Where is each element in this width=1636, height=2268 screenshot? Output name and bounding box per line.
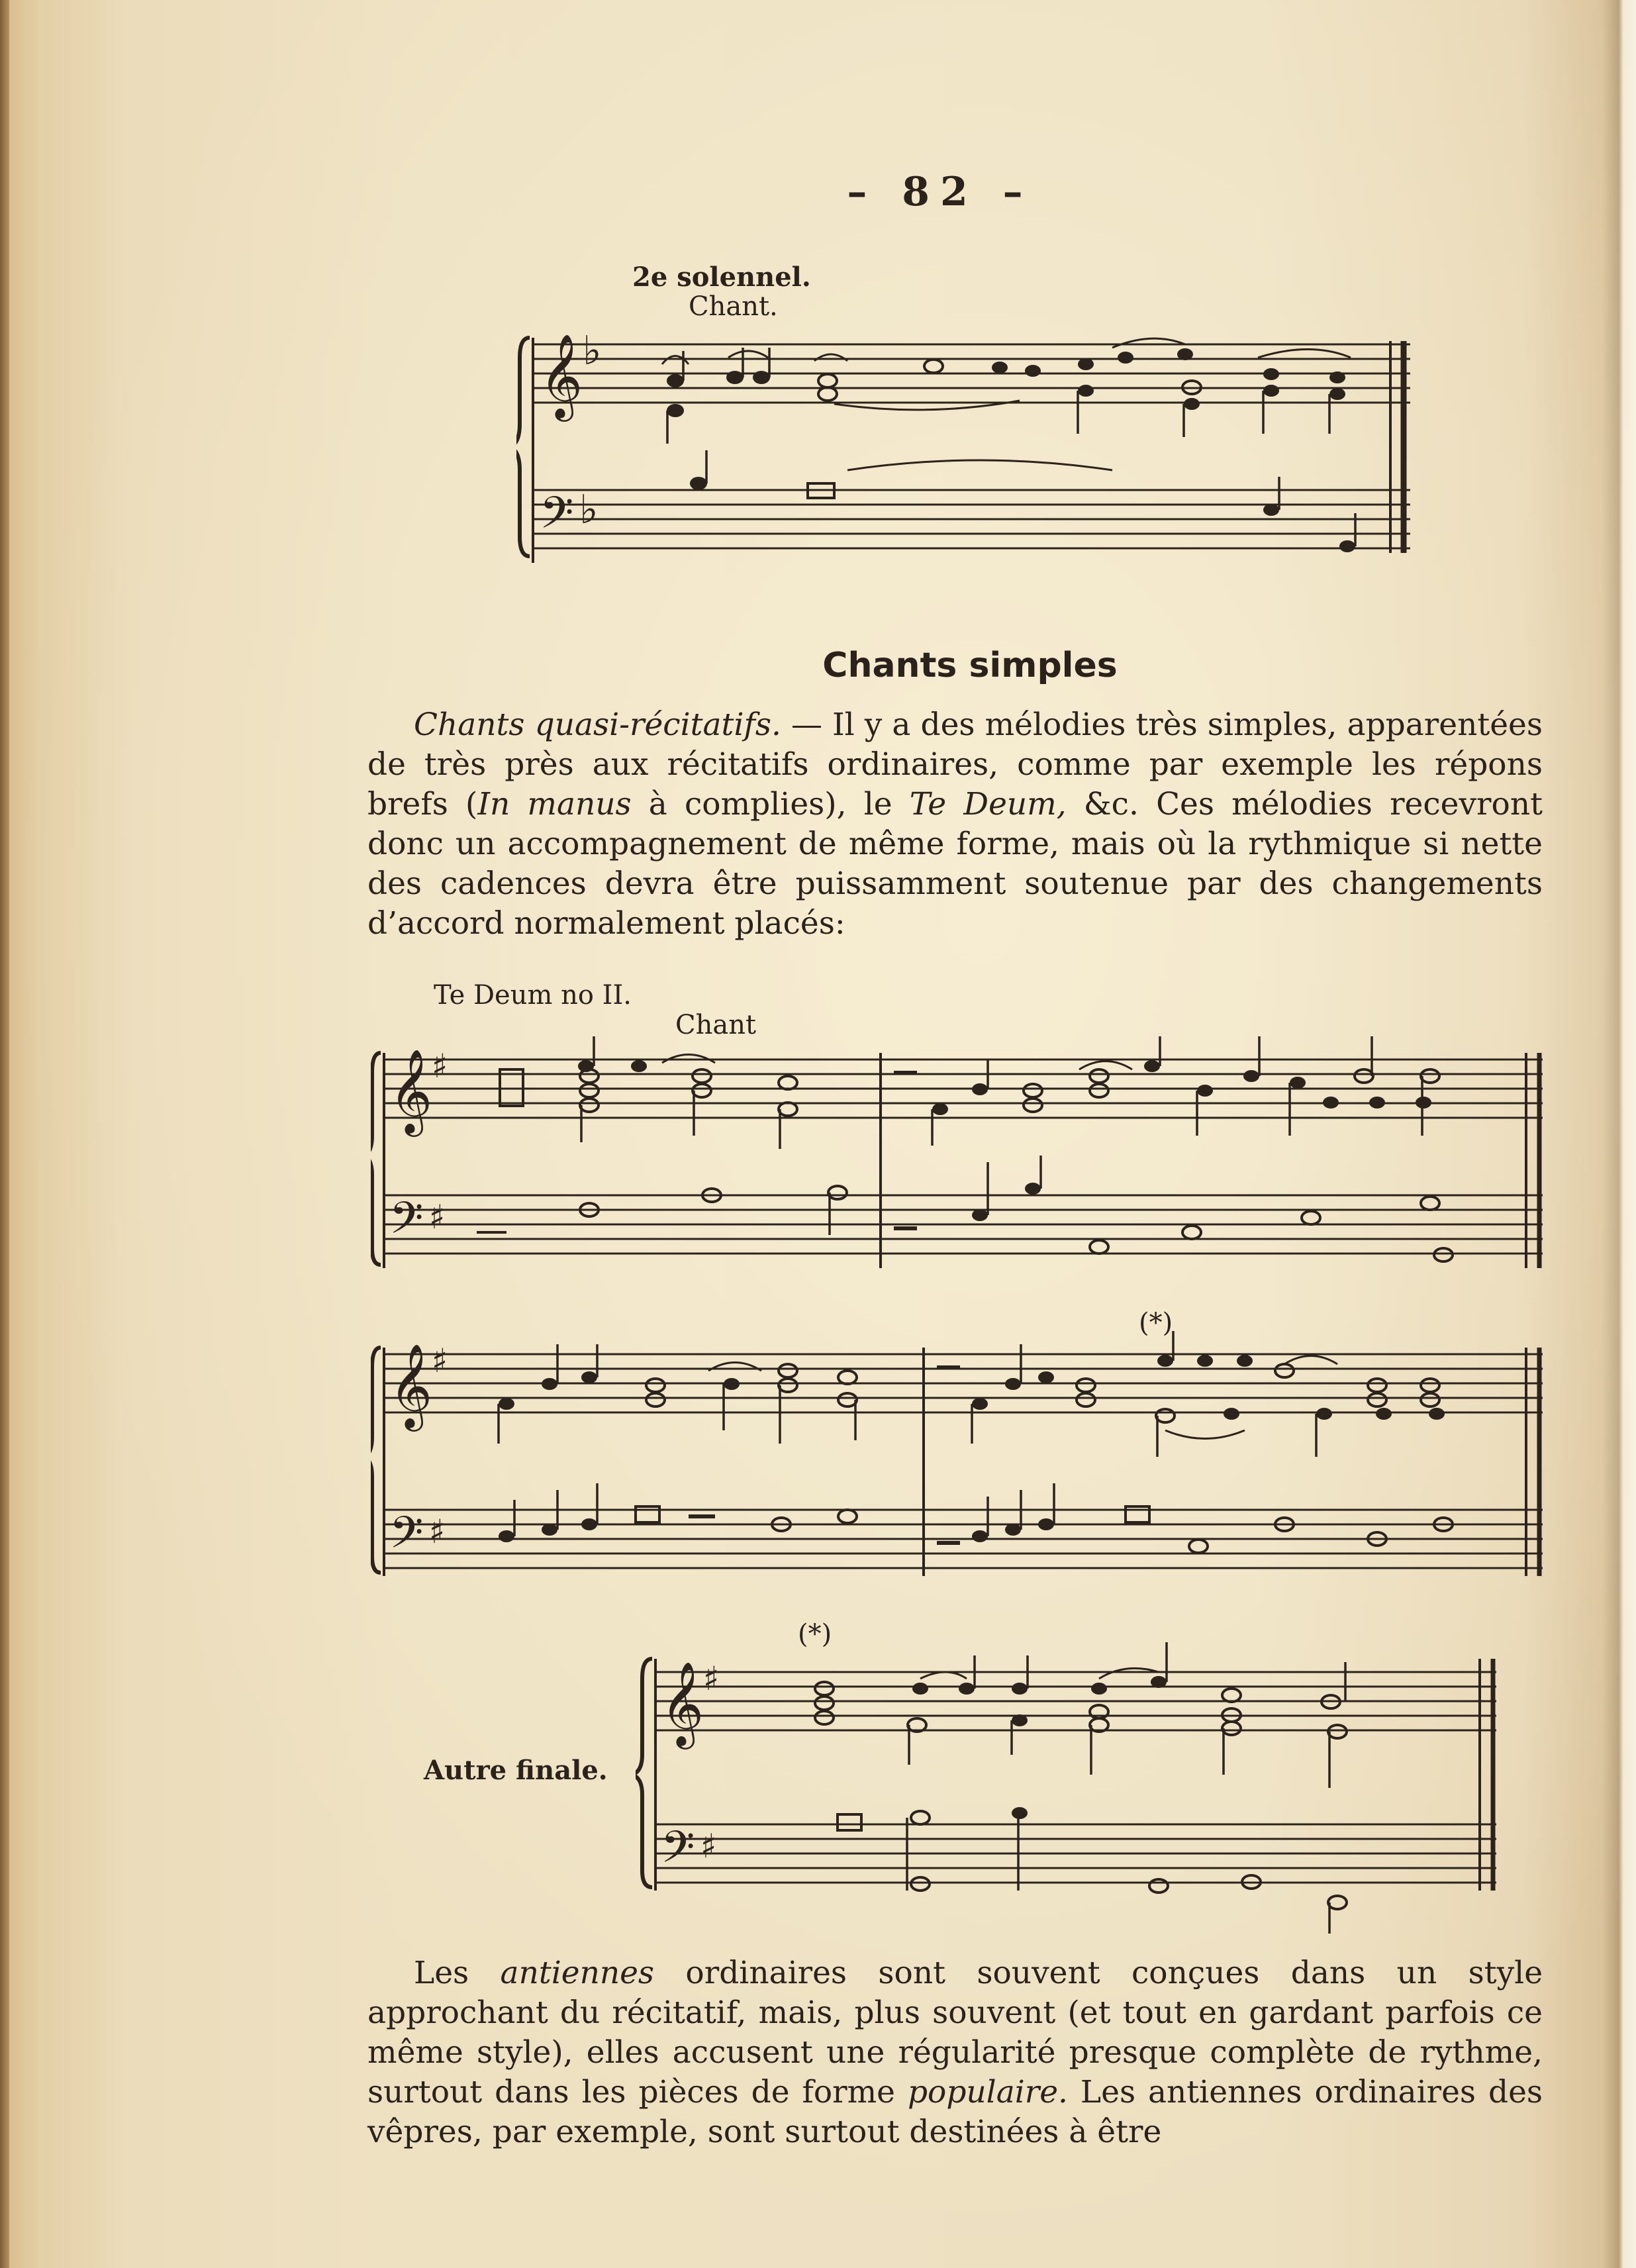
italic-term: Te Deum,	[909, 786, 1067, 822]
example1-title: 2e solennel.	[632, 262, 811, 293]
text-run: Les	[414, 1955, 501, 1991]
text-run: — Il y a des mélodies très simples, apparentées de très près aux récitatifs ordinaires, comme par exemple les répons brefs (	[367, 707, 1543, 822]
text-run: Les antiennes ordinaires des vêpres, par exemple, sont surtout destinées à être	[367, 2074, 1543, 2150]
sharp-sign-icon: ♯	[432, 1342, 448, 1380]
treble-clef-icon: 𝄞	[389, 1048, 433, 1133]
sharp-sign-icon: ♯	[429, 1198, 446, 1236]
music-score-example2-continued	[371, 1331, 1549, 1583]
sharp-sign-icon: ♯	[700, 1827, 717, 1865]
example2-title: Te Deum no II.	[434, 980, 632, 1011]
music-score-example2	[371, 1036, 1549, 1275]
treble-clef-icon: 𝄞	[540, 333, 583, 418]
italic-term: antiennes	[500, 1955, 655, 1991]
section-heading: Chants simples	[822, 646, 1118, 685]
paragraph-antiennes	[367, 1953, 1543, 2152]
text-run: &c. Ces mélodies recevront donc un accompagnement de même forme, mais où la rythmique si nette des cadences devra être puissamment soutenue par des changements d’accord normalement placés:	[367, 786, 1543, 942]
paragraph-chants-quasi-recitatifs	[367, 705, 1543, 944]
italic-term: Chants quasi-récitatifs.	[414, 707, 781, 743]
example1-chant-label: Chant.	[689, 291, 778, 322]
page-number: – 82 –	[847, 169, 1034, 215]
bass-clef-icon: 𝄢	[661, 1822, 695, 1883]
music-score-example1	[516, 318, 1417, 569]
bass-clef-icon: 𝄢	[540, 487, 574, 549]
text-run: à complies), le	[631, 786, 910, 822]
footnote-marker: (*)	[798, 1619, 832, 1650]
sharp-sign-icon: ♯	[429, 1512, 446, 1551]
sharp-sign-icon: ♯	[432, 1047, 448, 1085]
treble-clef-icon: 𝄞	[389, 1343, 433, 1428]
text-run: ordinaires sont souvent conçues dans un style approchant du récitatif, mais, plus souvent (et tout en gardant parfois ce même style), elles accusent une régularité presque complète de rythme, surtout dans les pièces de forme	[367, 1955, 1543, 2110]
italic-term: In manus	[477, 786, 632, 822]
bass-clef-icon: 𝄢	[389, 1507, 424, 1569]
footnote-marker: (*)	[1139, 1308, 1173, 1338]
flat-sign-icon: ♭	[583, 328, 602, 374]
treble-clef-icon: 𝄞	[661, 1661, 704, 1746]
flat-sign-icon: ♭	[579, 487, 599, 533]
italic-term: populaire.	[907, 2074, 1068, 2110]
music-score-autre-finale	[636, 1642, 1503, 1934]
bass-clef-icon: 𝄢	[389, 1193, 424, 1254]
sharp-sign-icon: ♯	[703, 1659, 720, 1698]
example2-chant-label: Chant	[675, 1010, 757, 1040]
autre-finale-label: Autre finale.	[424, 1755, 608, 1786]
book-spine-edge	[0, 0, 9, 2268]
